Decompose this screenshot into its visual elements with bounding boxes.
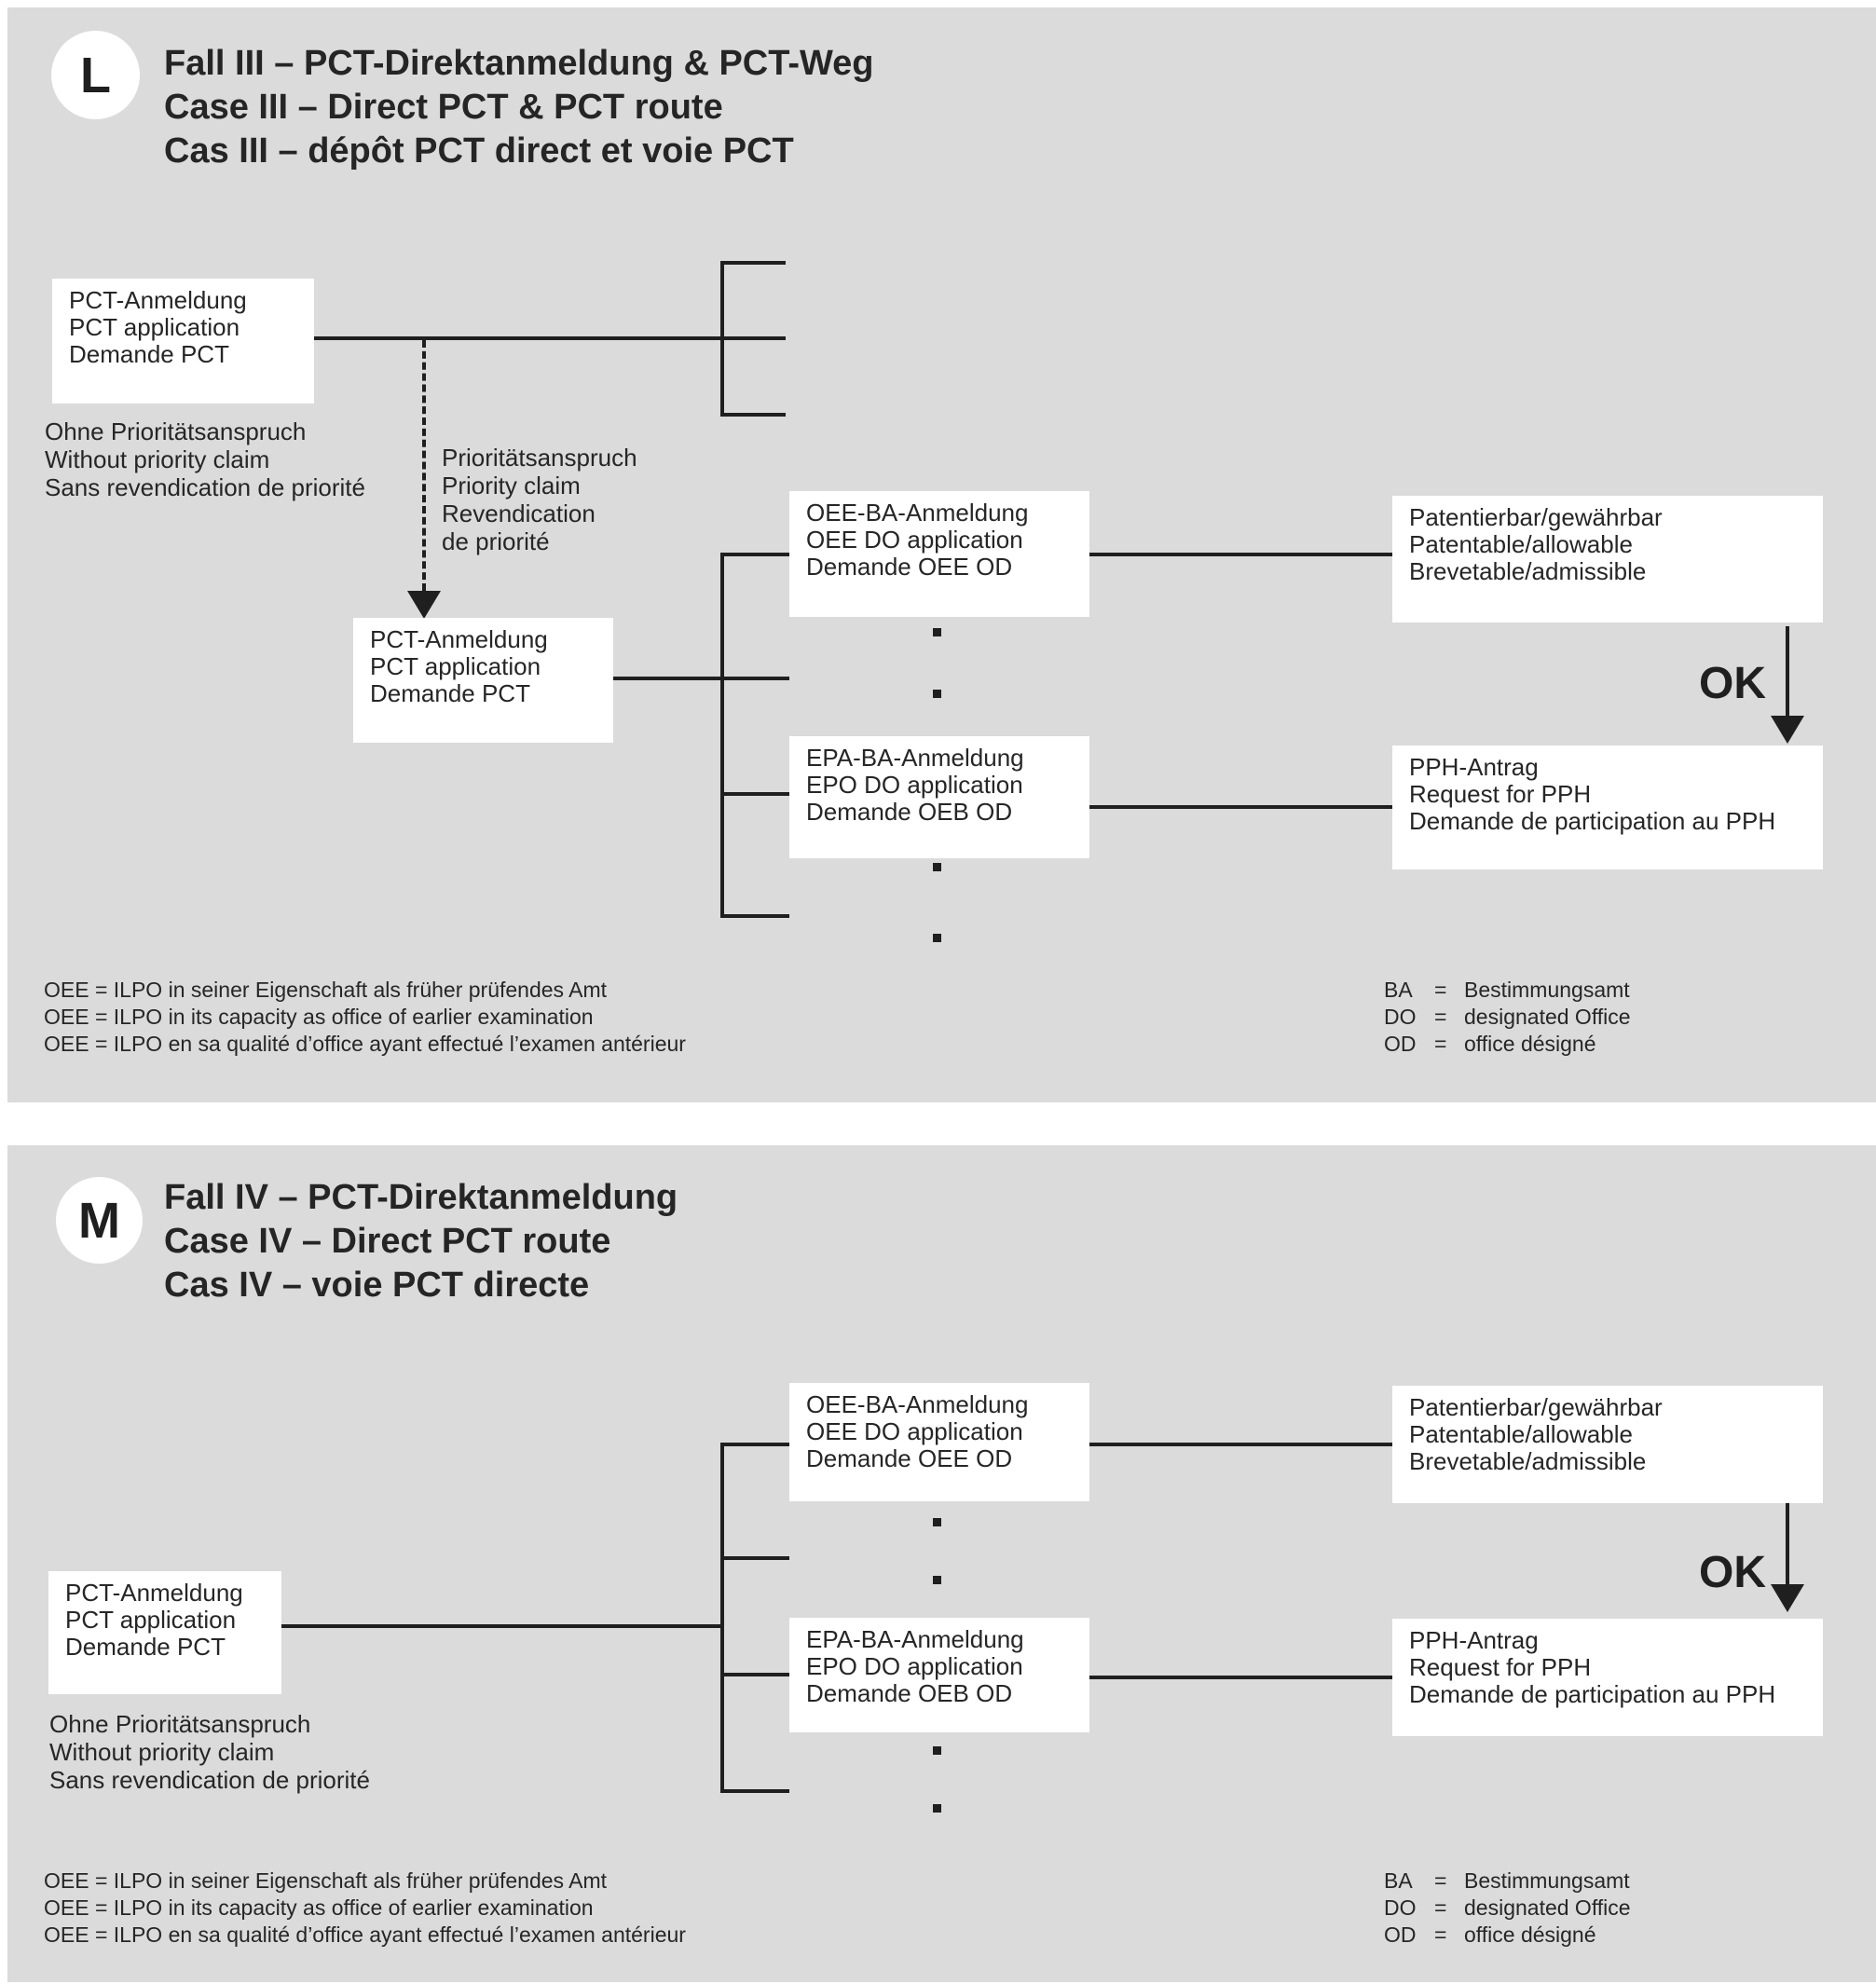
- footnote-def: Bestimmungsamt: [1464, 1868, 1630, 1893]
- priority-claim-en: Priority claim: [442, 472, 581, 499]
- ellipsis-dot: [933, 690, 941, 698]
- oee-box-line-de: OEE-BA-Anmeldung: [806, 1390, 1029, 1418]
- pct-box-line-de: PCT-Anmeldung: [65, 1579, 243, 1607]
- pph-line-de: PPH-Antrag: [1409, 1626, 1539, 1654]
- bracket-stub-middle: [724, 677, 789, 680]
- footnote-oee-fr: OEE = ILPO en sa qualité d’office ayant effectué l’examen antérieur: [44, 1032, 686, 1056]
- connector-epa-to-pph: [1089, 1676, 1392, 1679]
- footnote-oee-en: OEE = ILPO in its capacity as office of earlier examination: [44, 1005, 594, 1029]
- epa-box-line-de: EPA-BA-Anmeldung: [806, 1625, 1024, 1653]
- ok-arrowhead-icon: [1771, 1584, 1804, 1612]
- pct-application-box-2: [353, 618, 613, 743]
- ellipsis-dot: [933, 1576, 941, 1584]
- bracket-stub-epa: [724, 792, 789, 796]
- without-priority-de: Ohne Prioritätsanspruch: [49, 1710, 311, 1738]
- connector-oee-to-patentable: [1089, 553, 1392, 556]
- oee-box-line-en: OEE DO application: [806, 1417, 1023, 1445]
- footnote-row-od: [1384, 1031, 1631, 1058]
- patentable-line-en: Patentable/allowable: [1409, 1420, 1633, 1448]
- oee-do-application-box: [789, 491, 1089, 617]
- priority-claim-dashed-line: [422, 340, 426, 591]
- case-iii-title-fr: Cas III – dépôt PCT direct et voie PCT: [164, 131, 794, 171]
- footnote-row-ba: [1384, 1868, 1631, 1895]
- footnote-abbr: OD: [1384, 1922, 1417, 1947]
- bracket-stub-bottom: [724, 914, 789, 918]
- bracket-stub-oee: [724, 1443, 789, 1446]
- priority-claim-fr-2: de priorité: [442, 527, 550, 555]
- epa-box-line-en: EPO DO application: [806, 1652, 1023, 1680]
- priority-claim-fr-1: Revendication: [442, 499, 596, 527]
- case-iv-title-en: Case IV – Direct PCT route: [164, 1222, 611, 1261]
- ok-arrow-line: [1786, 1503, 1789, 1584]
- bracket-main-vertical: [720, 553, 724, 918]
- case-iv-title: [164, 1176, 678, 1307]
- case-iv-title-fr: Cas IV – voie PCT directe: [164, 1266, 590, 1305]
- without-priority-fr: Sans revendication de priorité: [49, 1766, 370, 1794]
- pph-line-de: PPH-Antrag: [1409, 753, 1539, 781]
- ellipsis-dot: [933, 1518, 941, 1526]
- footnote-abbreviations: [1384, 977, 1631, 1058]
- case-iv-title-de: Fall IV – PCT-Direktanmeldung: [164, 1178, 678, 1217]
- patentable-line-en: Patentable/allowable: [1409, 530, 1633, 558]
- oee-box-line-fr: Demande OEE OD: [806, 553, 1013, 581]
- footnote-def: office désigné: [1464, 1032, 1596, 1056]
- connector-epa-to-pph: [1089, 805, 1392, 809]
- oee-box-line-fr: Demande OEE OD: [806, 1444, 1013, 1472]
- case-badge-m-letter: M: [78, 1192, 120, 1249]
- footnote-eq: =: [1434, 978, 1447, 1002]
- footnote-def: office désigné: [1464, 1922, 1596, 1947]
- pct-box-line-de: PCT-Anmeldung: [69, 286, 247, 314]
- connector-pct-to-bracket: [281, 1624, 724, 1628]
- priority-claim-de: Prioritätsanspruch: [442, 444, 637, 472]
- pph-line-fr: Demande de participation au PPH: [1409, 807, 1776, 835]
- connector-oee-to-patentable: [1089, 1443, 1392, 1446]
- epo-do-application-box: [789, 736, 1089, 858]
- pph-line-en: Request for PPH: [1409, 780, 1592, 808]
- bracket-stub-epa: [724, 1673, 789, 1676]
- pct-box-line-fr: Demande PCT: [69, 340, 229, 368]
- bracket-top-stub-2: [724, 336, 786, 340]
- bracket-stub-oee: [724, 553, 789, 556]
- pph-request-box: [1392, 746, 1823, 869]
- oee-box-line-en: OEE DO application: [806, 526, 1023, 554]
- pph-line-en: Request for PPH: [1409, 1653, 1592, 1681]
- ok-label: OK: [1699, 659, 1766, 708]
- case-badge-m: [56, 1177, 143, 1264]
- footnote-oee-definitions: [44, 977, 686, 1058]
- ellipsis-dot: [933, 1804, 941, 1813]
- ellipsis-dot: [933, 628, 941, 636]
- epa-box-line-fr: Demande OEB OD: [806, 1679, 1013, 1707]
- bracket-top-stub-1: [724, 261, 786, 265]
- connector-pct2-to-bracket: [613, 677, 720, 680]
- footnote-abbr: BA: [1384, 1868, 1413, 1893]
- footnote-row-ba: [1384, 977, 1631, 1004]
- footnote-def: designated Office: [1464, 1895, 1631, 1920]
- epa-box-line-fr: Demande OEB OD: [806, 798, 1013, 826]
- without-priority-fr: Sans revendication de priorité: [45, 473, 365, 501]
- footnote-eq: =: [1434, 1868, 1447, 1893]
- footnote-abbr: BA: [1384, 978, 1413, 1002]
- priority-claim-label: [442, 444, 637, 555]
- footnote-oee-en: OEE = ILPO in its capacity as office of earlier examination: [44, 1895, 594, 1920]
- footnote-abbr: DO: [1384, 1895, 1417, 1920]
- oee-do-application-box: [789, 1383, 1089, 1501]
- ok-arrowhead-icon: [1771, 716, 1804, 744]
- without-priority-de: Ohne Prioritätsanspruch: [45, 417, 307, 445]
- footnote-abbr: DO: [1384, 1005, 1417, 1029]
- ellipsis-dot: [933, 934, 941, 942]
- without-priority-claim-label: [45, 417, 365, 501]
- footnote-eq: =: [1434, 1922, 1447, 1947]
- pct-application-box: [52, 279, 314, 404]
- ok-label: OK: [1699, 1548, 1766, 1597]
- bracket-main-vertical: [720, 1443, 724, 1793]
- footnote-eq: =: [1434, 1895, 1447, 1920]
- footnote-row-do: [1384, 1004, 1631, 1031]
- case-iii-title-de: Fall III – PCT-Direktanmeldung & PCT-Weg: [164, 44, 874, 83]
- oee-box-line-de: OEE-BA-Anmeldung: [806, 499, 1029, 527]
- footnote-eq: =: [1434, 1005, 1447, 1029]
- patentable-box: [1392, 1386, 1823, 1503]
- epa-box-line-en: EPO DO application: [806, 771, 1023, 799]
- bracket-top-stub-3: [724, 413, 786, 417]
- footnote-abbreviations: [1384, 1868, 1631, 1949]
- connector-pct-to-bracket: [314, 336, 720, 340]
- footnote-def: designated Office: [1464, 1005, 1631, 1029]
- ok-arrow-line: [1786, 626, 1789, 716]
- case-iii-title: [164, 42, 874, 173]
- footnote-eq: =: [1434, 1032, 1447, 1056]
- case-badge-l-letter: L: [80, 47, 111, 103]
- pct-box2-line-en: PCT application: [370, 652, 541, 680]
- footnote-row-od: [1384, 1922, 1631, 1949]
- patentable-box: [1392, 496, 1823, 623]
- footnote-oee-definitions: [44, 1868, 686, 1949]
- ellipsis-dot: [933, 1746, 941, 1755]
- without-priority-claim-label-case-iv: [49, 1710, 370, 1794]
- patentable-line-fr: Brevetable/admissible: [1409, 1447, 1647, 1475]
- patentable-line-fr: Brevetable/admissible: [1409, 557, 1647, 585]
- footnote-abbr: OD: [1384, 1032, 1417, 1056]
- bracket-stub-bottom: [724, 1789, 789, 1793]
- pph-request-box: [1392, 1619, 1823, 1736]
- pph-line-fr: Demande de participation au PPH: [1409, 1680, 1776, 1708]
- ellipsis-dot: [933, 863, 941, 871]
- case-iii-title-en: Case III – Direct PCT & PCT route: [164, 88, 723, 127]
- pct-box2-line-fr: Demande PCT: [370, 679, 530, 707]
- pct-box-line-fr: Demande PCT: [65, 1633, 226, 1661]
- footnote-oee-de: OEE = ILPO in seiner Eigenschaft als früher prüfendes Amt: [44, 1868, 608, 1893]
- without-priority-en: Without priority claim: [45, 445, 270, 473]
- priority-claim-arrowhead-icon: [407, 591, 441, 619]
- pct-box-line-en: PCT application: [69, 313, 240, 341]
- bracket-stub-middle: [724, 1556, 789, 1560]
- patentable-line-de: Patentierbar/gewährbar: [1409, 1393, 1663, 1421]
- footnote-row-do: [1384, 1895, 1631, 1922]
- pct-box-line-en: PCT application: [65, 1606, 237, 1634]
- footnote-oee-de: OEE = ILPO in seiner Eigenschaft als früher prüfendes Amt: [44, 978, 608, 1002]
- pct-application-box-case-iv: [48, 1571, 281, 1694]
- patentable-line-de: Patentierbar/gewährbar: [1409, 503, 1663, 531]
- footnote-def: Bestimmungsamt: [1464, 978, 1630, 1002]
- epo-do-application-box: [789, 1618, 1089, 1732]
- pct-box2-line-de: PCT-Anmeldung: [370, 625, 548, 653]
- epa-box-line-de: EPA-BA-Anmeldung: [806, 744, 1024, 772]
- footnote-oee-fr: OEE = ILPO en sa qualité d’office ayant effectué l’examen antérieur: [44, 1922, 686, 1947]
- without-priority-en: Without priority claim: [49, 1738, 275, 1766]
- case-badge-l: [51, 31, 140, 119]
